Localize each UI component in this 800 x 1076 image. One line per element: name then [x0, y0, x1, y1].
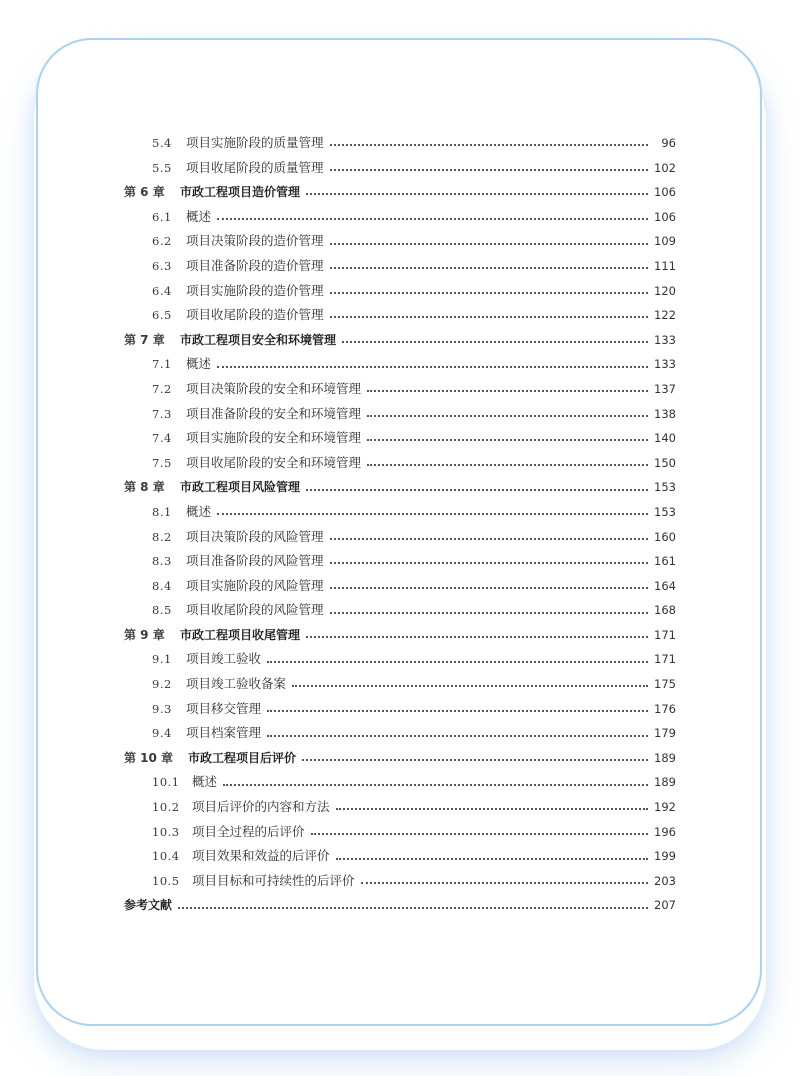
- toc-entry-title: 市政工程项目造价管理: [180, 185, 301, 200]
- toc-entry-title: 项目全过程的后评价: [192, 823, 305, 839]
- toc-page-number: 96: [661, 136, 676, 150]
- toc-entry-number: 5.4: [152, 136, 172, 150]
- toc-entry-number: 7.2: [152, 381, 172, 396]
- toc-entry-title: 项目决策阶段的风险管理: [186, 528, 324, 544]
- toc-entry-number: 9.3: [152, 701, 172, 716]
- dot-leader: [217, 217, 648, 220]
- toc-entry-title: 参考文献: [124, 898, 173, 913]
- toc-section-entry: [124, 426, 676, 451]
- toc-section-entry: [124, 377, 676, 402]
- toc-entry-title: 市政工程项目后评价: [188, 750, 297, 765]
- toc-page-number: 189: [654, 750, 676, 765]
- toc-entry-number: 7.3: [152, 406, 172, 421]
- dot-leader: [330, 168, 648, 171]
- toc-section-entry: [124, 303, 676, 328]
- toc-page-number: 203: [654, 873, 676, 888]
- toc-entry-title: 项目竣工验收备案: [186, 676, 287, 692]
- dot-leader: [330, 291, 648, 294]
- toc-entry-title: 概述: [192, 774, 218, 790]
- toc-entry-title: 项目收尾阶段的安全和环境管理: [186, 454, 362, 470]
- toc-page-number: 102: [654, 160, 676, 175]
- toc-entry-title: 项目目标和可持续性的后评价: [192, 872, 355, 888]
- toc-page-number: 176: [654, 701, 676, 716]
- toc-entry-title: 项目实施阶段的造价管理: [186, 282, 324, 298]
- toc-entry-title: 项目档案管理: [186, 725, 262, 741]
- dot-leader: [330, 242, 648, 245]
- toc-entry-number: 8.2: [152, 529, 172, 544]
- toc-section-entry: [124, 156, 676, 181]
- dot-leader: [342, 340, 648, 343]
- toc-section-entry: [124, 770, 676, 795]
- toc-entry-title: 项目准备阶段的风险管理: [186, 553, 324, 569]
- toc-page-number: 109: [654, 234, 676, 249]
- toc-section-entry: [124, 574, 676, 599]
- toc-section-entry: [124, 721, 676, 746]
- toc-entry-number: 10.3: [152, 824, 180, 839]
- toc-page-number: 133: [654, 357, 676, 372]
- toc-entry-number: 6.4: [152, 283, 172, 298]
- dot-leader: [306, 488, 648, 491]
- toc-entry-title: 项目效果和效益的后评价: [192, 848, 330, 864]
- dot-leader: [217, 365, 648, 368]
- toc-entry-title: 项目竣工验收: [186, 651, 262, 667]
- dot-leader: [302, 758, 648, 761]
- dot-leader: [178, 906, 648, 909]
- toc-entry-title: 项目实施阶段的质量管理: [186, 135, 324, 150]
- toc-entry-title: 项目收尾阶段的风险管理: [186, 602, 324, 618]
- dot-leader: [330, 611, 648, 614]
- dot-leader: [267, 734, 648, 737]
- toc-page-number: 179: [654, 726, 676, 741]
- dot-leader: [330, 143, 648, 146]
- toc-entry-number: 6.5: [152, 308, 172, 323]
- dot-leader: [330, 561, 648, 564]
- dot-leader: [330, 315, 648, 318]
- toc-entry-title: 项目移交管理: [186, 700, 262, 716]
- toc-page-number: 196: [654, 824, 676, 839]
- toc-entry-title: 市政工程项目安全和环境管理: [180, 332, 337, 347]
- toc-page-number: 140: [654, 431, 676, 446]
- toc-entry-number: 8.3: [152, 554, 172, 569]
- toc-page-number: 150: [654, 455, 676, 470]
- toc-entry-title: 项目准备阶段的造价管理: [186, 257, 324, 273]
- toc-entry-title: 项目决策阶段的造价管理: [186, 233, 324, 249]
- toc-entry-number: 5.5: [152, 160, 172, 175]
- toc-entry-number: 第 7 章: [124, 332, 165, 347]
- toc-page-number: 189: [654, 775, 676, 790]
- dot-leader: [306, 635, 648, 638]
- toc-entry-number: 8.1: [152, 504, 172, 519]
- toc-page-number: 168: [654, 603, 676, 618]
- dot-leader: [330, 266, 648, 269]
- toc-entry-title: 概述: [186, 503, 212, 519]
- toc-entry-title: 项目实施阶段的风险管理: [186, 577, 324, 593]
- toc-section-entry: [124, 205, 676, 230]
- toc-page-number: 138: [654, 406, 676, 421]
- toc-section-entry: [124, 352, 676, 377]
- toc-entry-number: 10.5: [152, 873, 180, 888]
- toc-entry-number: 8.4: [152, 578, 172, 593]
- toc-page-number: 192: [654, 800, 676, 815]
- toc-chapter-entry: [124, 328, 676, 353]
- toc-entry-number: 9.2: [152, 677, 172, 692]
- toc-section-entry: [124, 844, 676, 869]
- toc-page-number: 133: [654, 332, 676, 347]
- toc-entry-number: 第 6 章: [124, 185, 165, 200]
- dot-leader: [367, 438, 648, 441]
- toc-entry-number: 第 9 章: [124, 627, 165, 642]
- toc-section-entry: [124, 229, 676, 254]
- toc-entry-title: 市政工程项目风险管理: [180, 480, 301, 495]
- dot-leader: [223, 783, 648, 786]
- toc-section-entry: [124, 549, 676, 574]
- toc-entry-number: 6.3: [152, 258, 172, 273]
- toc-entry-title: 项目收尾阶段的造价管理: [186, 307, 324, 323]
- dot-leader: [367, 463, 648, 466]
- toc-section-entry: [124, 525, 676, 550]
- toc-section-entry: [124, 672, 676, 697]
- toc-entry-title: 项目实施阶段的安全和环境管理: [186, 430, 362, 446]
- toc-entry-number: 10.4: [152, 849, 180, 864]
- toc-section-entry: [124, 647, 676, 672]
- toc-chapter-entry: [124, 746, 676, 771]
- dot-leader: [330, 537, 648, 540]
- toc-references-entry: [124, 893, 676, 918]
- toc-entry-number: 7.4: [152, 431, 172, 446]
- toc-entry-title: 项目后评价的内容和方法: [192, 799, 330, 815]
- toc-entry-number: 10.2: [152, 800, 180, 815]
- toc-page-number: 164: [654, 578, 676, 593]
- toc-page-number: 111: [654, 258, 676, 273]
- dot-leader: [292, 684, 648, 687]
- toc-page-number: 171: [654, 652, 676, 667]
- toc-page-number: 161: [654, 554, 676, 569]
- dot-leader: [217, 512, 648, 515]
- toc-page-number: 106: [654, 185, 676, 200]
- toc-page-number: 120: [654, 283, 676, 298]
- toc-section-entry: [124, 279, 676, 304]
- toc-entry-title: 市政工程项目收尾管理: [180, 627, 301, 642]
- toc-entry-number: 9.1: [152, 652, 172, 667]
- toc-entry-title: 概述: [186, 356, 212, 372]
- toc-entry-number: 10.1: [152, 775, 180, 790]
- toc-entry-title: 项目准备阶段的安全和环境管理: [186, 405, 362, 421]
- dot-leader: [306, 192, 648, 195]
- dot-leader: [367, 414, 648, 417]
- toc-entry-title: 项目决策阶段的安全和环境管理: [186, 380, 362, 396]
- toc-entry-number: 第 10 章: [124, 750, 174, 765]
- toc-page-number: 153: [654, 504, 676, 519]
- toc-chapter-entry: [124, 180, 676, 205]
- toc-section-entry: [124, 131, 676, 156]
- table-of-contents: [124, 131, 676, 918]
- toc-section-entry: [124, 254, 676, 279]
- toc-page-number: 153: [654, 480, 676, 495]
- toc-page-number: 160: [654, 529, 676, 544]
- dot-leader: [330, 586, 648, 589]
- toc-page-number: 207: [654, 898, 676, 913]
- dot-leader: [336, 857, 648, 860]
- toc-entry-title: 项目收尾阶段的质量管理: [186, 159, 324, 175]
- toc-page-number: 106: [654, 209, 676, 224]
- toc-entry-number: 6.1: [152, 209, 172, 224]
- toc-section-entry: [124, 869, 676, 894]
- toc-entry-number: 7.1: [152, 357, 172, 372]
- toc-section-entry: [124, 500, 676, 525]
- toc-page-number: 175: [654, 677, 676, 692]
- toc-chapter-entry: [124, 475, 676, 500]
- dot-leader: [367, 389, 648, 392]
- toc-section-entry: [124, 820, 676, 845]
- toc-page-number: 171: [654, 627, 676, 642]
- toc-page-number: 199: [654, 849, 676, 864]
- dot-leader: [267, 709, 648, 712]
- toc-section-entry: [124, 598, 676, 623]
- toc-entry-number: 7.5: [152, 455, 172, 470]
- toc-entry-number: 6.2: [152, 234, 172, 249]
- dot-leader: [267, 660, 648, 663]
- dot-leader: [336, 807, 648, 810]
- dot-leader: [311, 832, 648, 835]
- toc-entry-number: 9.4: [152, 726, 172, 741]
- toc-entry-number: 8.5: [152, 603, 172, 618]
- toc-entry-title: 概述: [186, 208, 212, 224]
- toc-section-entry: [124, 697, 676, 722]
- toc-chapter-entry: [124, 623, 676, 648]
- dot-leader: [361, 881, 648, 884]
- toc-page-number: 137: [654, 381, 676, 396]
- toc-section-entry: [124, 402, 676, 427]
- toc-section-entry: [124, 451, 676, 476]
- toc-entry-number: 第 8 章: [124, 480, 165, 495]
- toc-page-number: 122: [654, 308, 676, 323]
- toc-section-entry: [124, 795, 676, 820]
